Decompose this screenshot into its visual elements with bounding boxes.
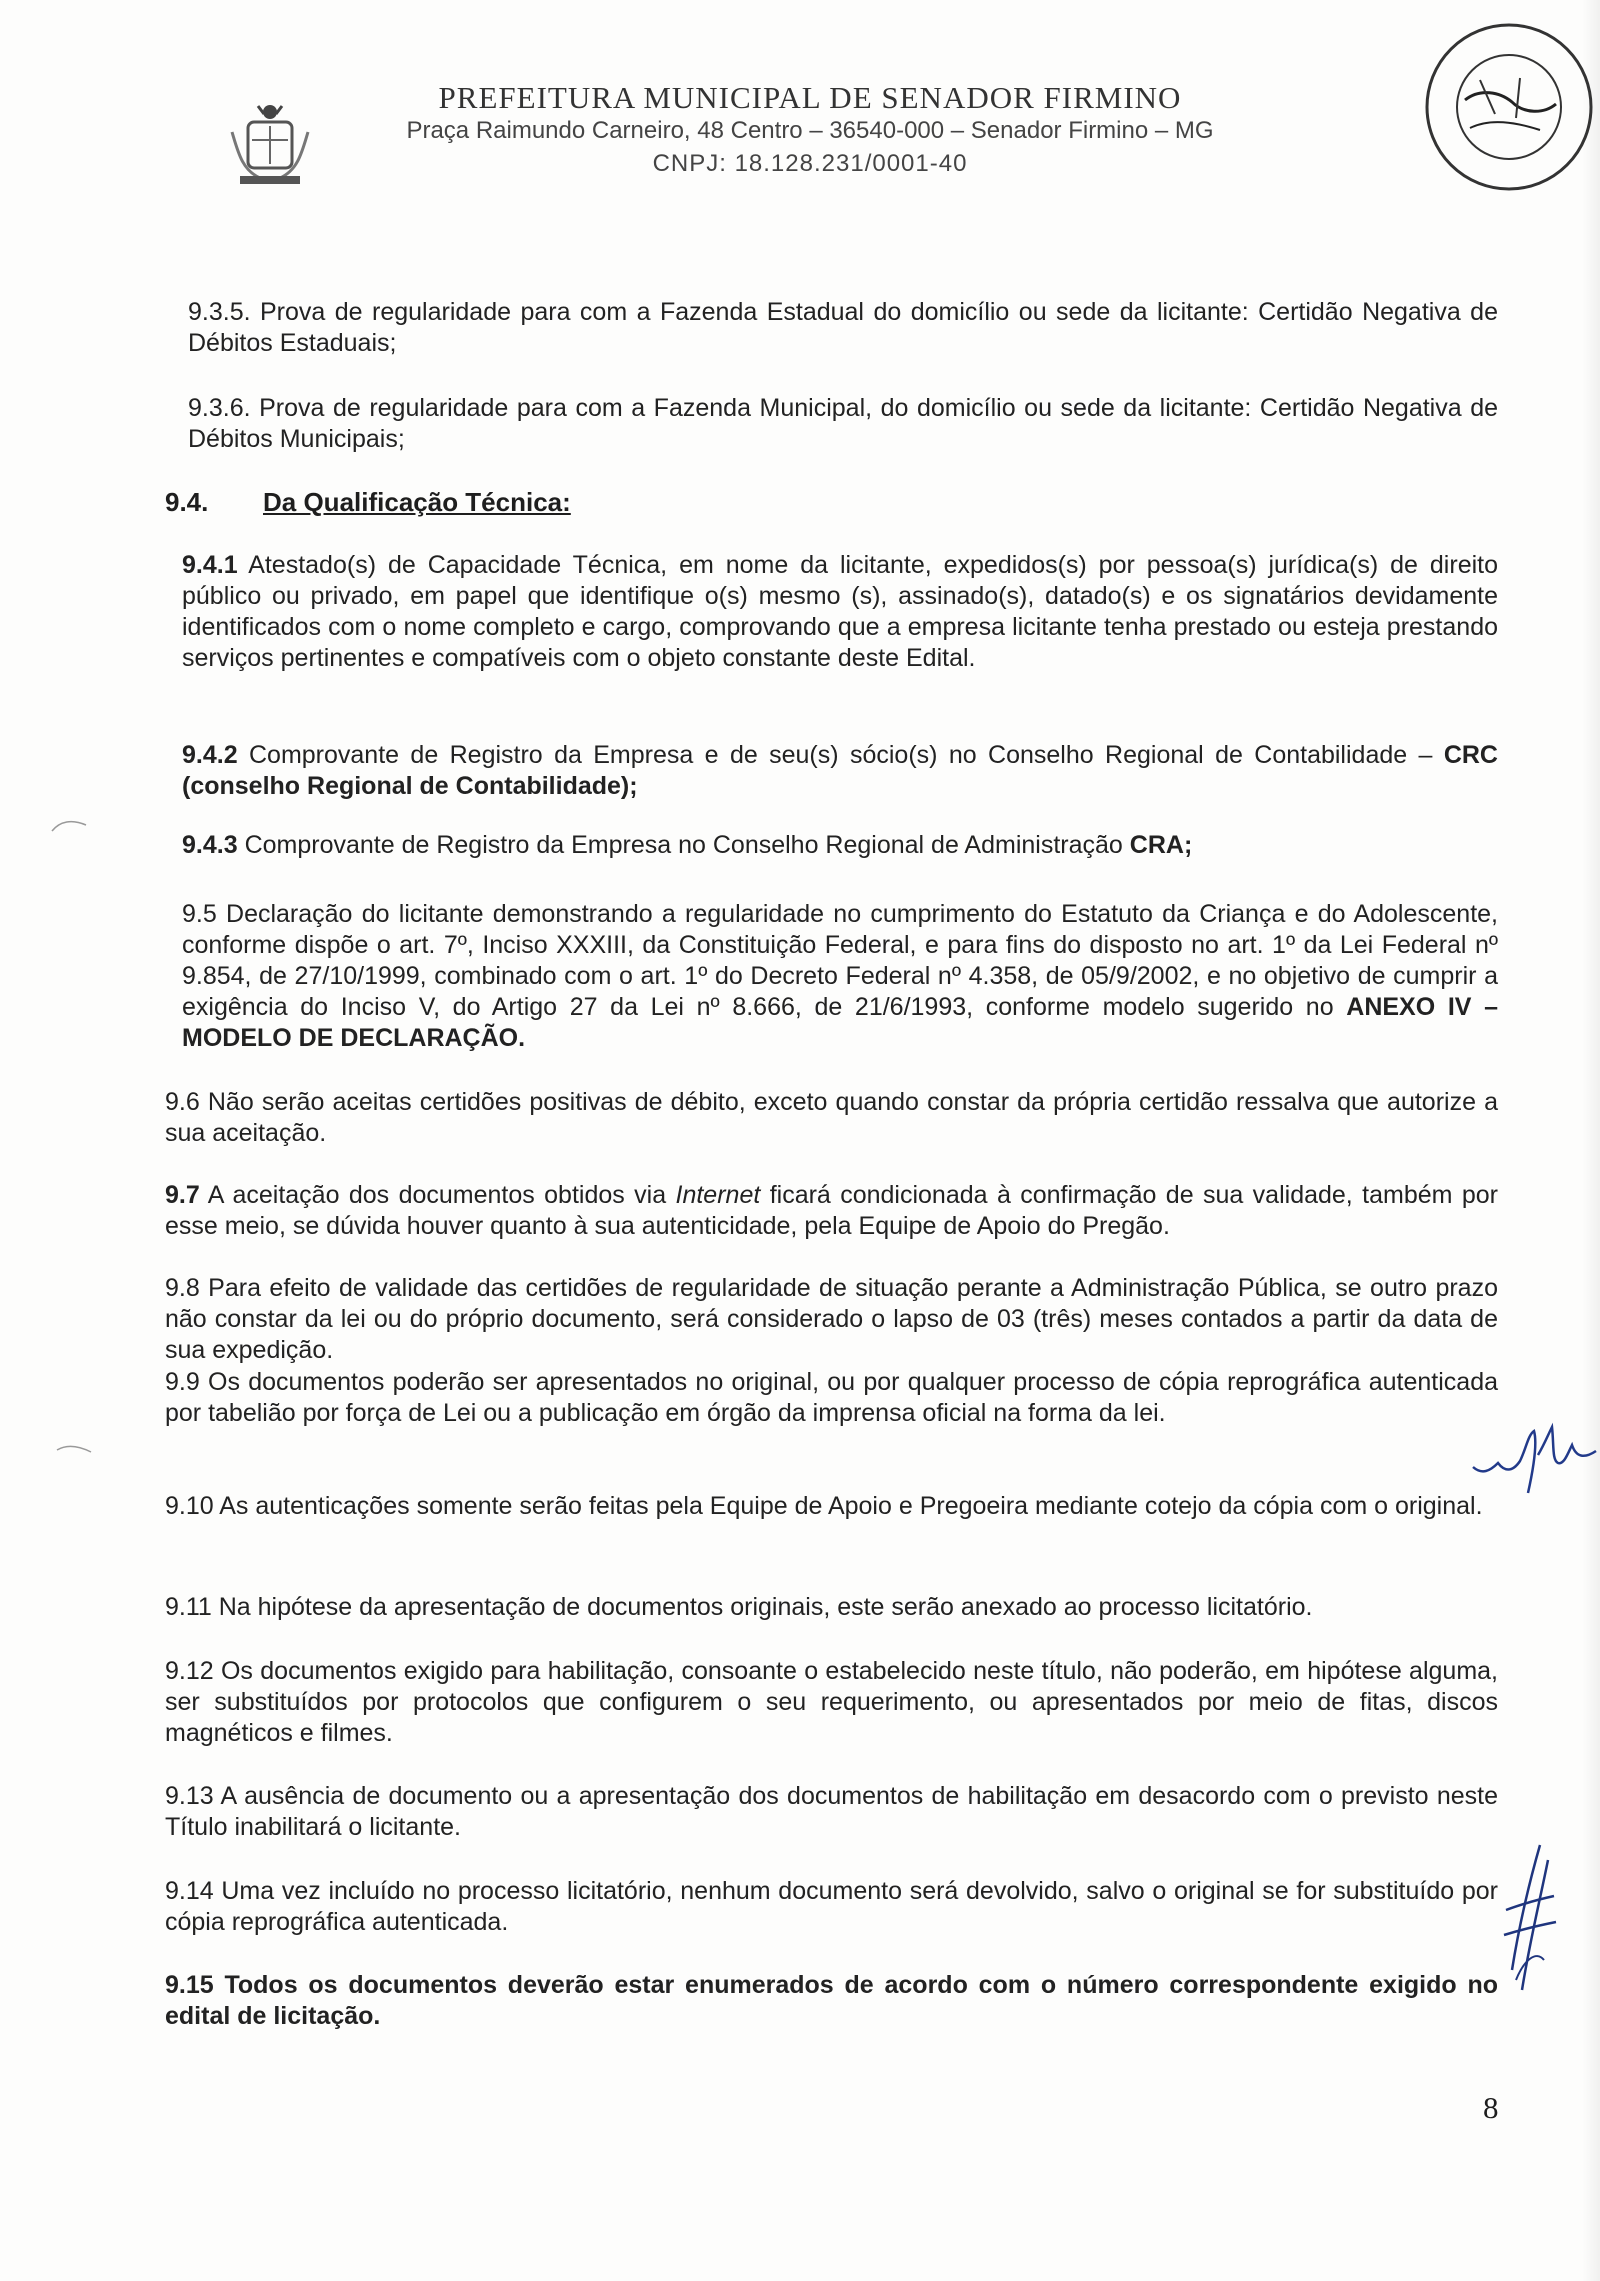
item-9-4-2: 9.4.2 Comprovante de Registro da Empresa e de seu(s) sócio(s) no Conselho Regional de Contabilidade – CRC (conselho Regional de Contabilidade); xyxy=(182,741,1498,800)
scan-mark xyxy=(55,1440,95,1460)
item-9-9: 9.9 Os documentos poderão ser apresentados no original, ou por qualquer processo de cópia reprográfica autenticada por tabelião por força de Lei ou a publicação em órgão da imprensa oficial na forma da lei. xyxy=(165,1368,1498,1427)
handwritten-signature xyxy=(1500,1840,1560,2020)
item-9-3-5: 9.3.5. Prova de regularidade para com a Fazenda Estadual do domicílio ou sede da licitante: Certidão Negativa de Débitos Estaduais; xyxy=(188,298,1498,357)
item-9-14: 9.14 Uma vez incluído no processo licitatório, nenhum documento será devolvido, salvo o original se for substituído por cópia reprográfica autenticada. xyxy=(165,1877,1498,1936)
item-9-6: 9.6 Não serão aceitas certidões positivas de débito, exceto quando constar da própria certidão ressalva que autorize a sua aceitação. xyxy=(165,1088,1498,1147)
section-number: 9.4. xyxy=(165,487,209,517)
item-9-10: 9.10 As autenticações somente serão feitas pela Equipe de Apoio e Pregoeira mediante cotejo da cópia com o original. xyxy=(165,1492,1483,1520)
section-title: Da Qualificação Técnica: xyxy=(263,487,571,517)
item-9-5: 9.5 Declaração do licitante demonstrando a regularidade no cumprimento do Estatuto da Criança e do Adolescente, conforme dispõe o art. 7º, Inciso XXXIII, da Constituição Federal, e para fins do disposto no art. 1º da Lei Federal nº 9.854, de 27/10/1999, combinado com o art. 1º do Decreto Federal nº 4.358, de 05/9/2002, e no objetivo de cumprir a exigência do Inciso V, do Artigo 27 da Lei nº 8.666, de 21/6/1993, conforme modelo sugerido no ANEXO IV – MODELO DE DECLARAÇÃO. xyxy=(182,900,1498,1052)
item-9-12: 9.12 Os documentos exigido para habilitação, consoante o estabelecido neste título, não poderão, em hipótese alguma, ser substituídos por protocolos que configurem o seu requerimento, ou apresentados por meio de fitas, discos magnéticos e filmes. xyxy=(165,1657,1498,1747)
item-9-3-6: 9.3.6. Prova de regularidade para com a Fazenda Municipal, do domicílio ou sede da licitante: Certidão Negativa de Débitos Municipais; xyxy=(188,394,1498,453)
scan-mark xyxy=(50,815,90,835)
coat-of-arms-logo xyxy=(220,92,320,192)
item-9-11: 9.11 Na hipótese da apresentação de documentos originais, este serão anexado ao processo licitatório. xyxy=(165,1593,1313,1621)
item-9-15: 9.15 Todos os documentos deverão estar enumerados de acordo com o número correspondente exigido no edital de licitação. xyxy=(165,1971,1498,2030)
item-9-4-3: 9.4.3 Comprovante de Registro da Empresa no Conselho Regional de Administração CRA; xyxy=(182,831,1193,859)
page-number: 8 xyxy=(1483,2090,1499,2125)
item-9-7: 9.7 A aceitação dos documentos obtidos via Internet ficará condicionada à confirmação de sua validade, também por esse meio, se dúvida houver quanto à sua autenticidade, pela Equipe de Apoio do Pregão. xyxy=(165,1181,1498,1240)
header-cnpj: CNPJ: 18.128.231/0001-40 xyxy=(652,150,968,177)
item-9-4-1: 9.4.1 Atestado(s) de Capacidade Técnica, em nome da licitante, expedidos(s) por pessoa(s) jurídica(s) de direito público ou privado, em papel que identifique o(s) mesmo (s), assinado(s), datado(s) e os signatários devidamente identificados com o nome completo e cargo, comprovando que a empresa licitante tenha prestado ou esteja prestando serviços pertinentes e compatíveis com o objeto constante deste Edital. xyxy=(182,551,1498,672)
header-title: PREFEITURA MUNICIPAL DE SENADOR FIRMINO xyxy=(438,80,1182,115)
header-address: Praça Raimundo Carneiro, 48 Centro – 36540-000 – Senador Firmino – MG xyxy=(406,117,1214,144)
handwritten-initials xyxy=(1468,1405,1600,1495)
commission-stamp xyxy=(1420,18,1598,196)
item-9-8: 9.8 Para efeito de validade das certidões de regularidade de situação perante a Administração Pública, se outro prazo não constar da lei ou do próprio documento, será considerado o lapso de 03 (três) meses contados a partir da data de sua expedição. xyxy=(165,1274,1498,1364)
page-edge-shadow xyxy=(1582,0,1600,2281)
item-9-13: 9.13 A ausência de documento ou a apresentação dos documentos de habilitação em desacordo com o previsto neste Título inabilitará o licitante. xyxy=(165,1782,1498,1841)
